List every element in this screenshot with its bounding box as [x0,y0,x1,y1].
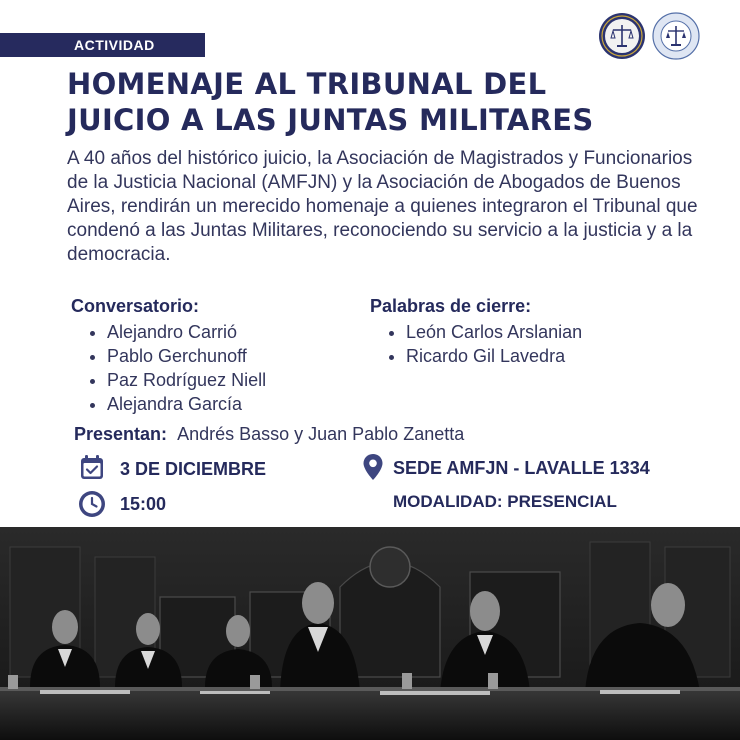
abogados-seal-icon [652,12,700,60]
cierre-heading: Palabras de cierre: [370,296,532,316]
list-item: • Alejandra García [107,392,266,416]
event-venue: SEDE AMFJN - LAVALLE 1334 [393,458,650,478]
clock-icon [78,490,106,518]
list-item: • Alejandro Carrió [107,320,266,344]
title-line-2: JUICIO A LAS JUNTAS MILITARES [67,103,594,137]
event-time: 15:00 [120,494,167,514]
conversatorio-heading: Conversatorio: [71,296,200,316]
list-item: • Ricardo Gil Lavedra [406,344,582,368]
activity-tag-label: ACTIVIDAD [74,37,155,53]
conversatorio-section [71,294,266,416]
calendar-icon [80,454,104,480]
cierre-section [370,294,582,368]
title-line-1: HOMENAJE AL TRIBUNAL DEL [67,67,547,101]
presentan-line [74,422,464,446]
amfjn-seal-icon [598,12,646,60]
list-item: • Paz Rodríguez Niell [107,368,266,392]
tribunal-photo [0,527,740,740]
conversatorio-list [71,320,266,416]
event-date: 3 DE DICIEMBRE [120,459,267,479]
cierre-list [370,320,582,368]
activity-tag [0,33,205,57]
presentan-value: Andrés Basso y Juan Pablo Zanetta [177,424,465,444]
list-item: • León Carlos Arslanian [406,320,582,344]
list-item: • Pablo Gerchunoff [107,344,266,368]
location-pin-icon [362,453,384,481]
page-title [67,66,594,138]
event-modalidad: MODALIDAD: PRESENCIAL [393,492,617,511]
intro-paragraph: A 40 años del histórico juicio, la Asociación de Magistrados y Funcionarios de la Justicia Nacional (AMFJN) y la Asociación de Abogados de Buenos Aires, rendirán un merecido homenaje a quienes integraron el Tribunal que condenó a las Juntas Militares, reconociendo su servicio a la justicia y a la democracia. [67,148,698,265]
presentan-label: Presentan: [74,424,168,444]
